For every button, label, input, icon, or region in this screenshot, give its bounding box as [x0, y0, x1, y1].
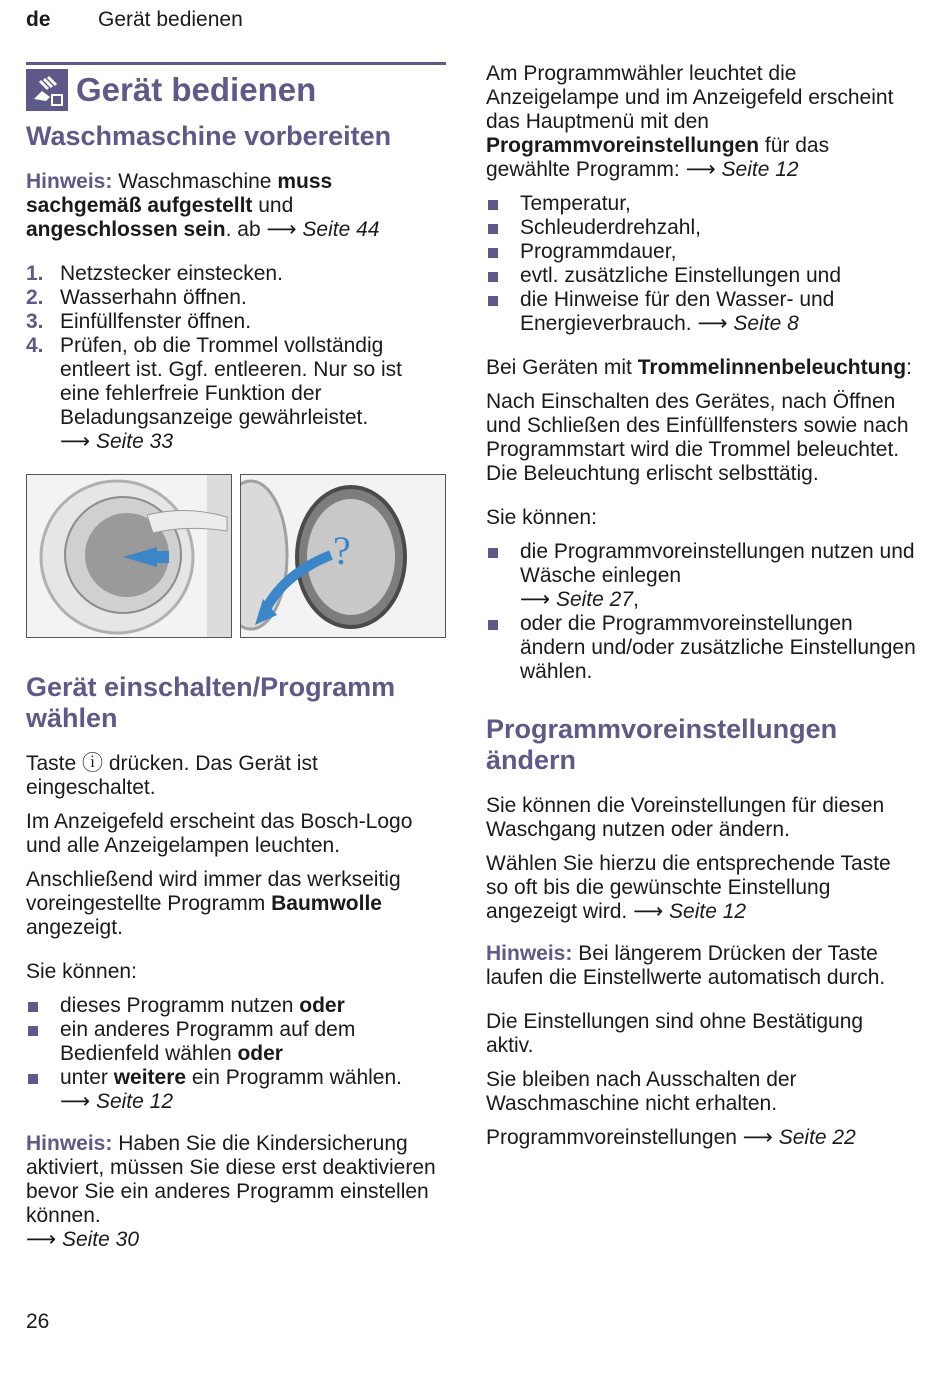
section-heading-switch-on: Gerät einschalten/Programm wählen: [26, 672, 396, 733]
options-list-right: [486, 540, 916, 684]
list-item: die Hinweise für den Wasser- und Energieverbrauch. ⟶ Seite 8: [486, 288, 916, 336]
page-reference: ⟶ Seite 8: [697, 312, 799, 335]
illustrations: [26, 474, 446, 638]
left-column: [26, 62, 446, 1252]
paragraph: Programmvoreinstellungen ⟶ Seite 22: [486, 1126, 856, 1149]
list-item: 2. Wasserhahn öffnen.: [26, 286, 247, 309]
paragraph: Im Anzeigefeld erscheint das Bosch-Logo und alle Anzeigelampen leuchten.: [26, 810, 413, 857]
page-reference: ⟶ Seite 12: [633, 900, 747, 923]
section-heading-prepare: Waschmaschine vorbereiten: [26, 121, 392, 151]
page-header: [26, 8, 243, 32]
list-item: oder die Programmvoreinstellungen ändern und/oder zusätzliche Einstellungen wählen.: [486, 612, 916, 684]
page-number: 26: [26, 1310, 50, 1333]
page-reference: ⟶ Seite 33: [60, 430, 173, 453]
paragraph: Bei Geräten mit Trommelinnenbeleuchtung:: [486, 356, 912, 379]
section-heading-presets: Programmvoreinstellungen ändern: [486, 714, 838, 775]
question-mark: ?: [333, 528, 351, 573]
paragraph: Nach Einschalten des Gerätes, nach Öffnen und Schließen des Einfüllfensters sowie nach Programmstart wird die Trommel beleuchtet. Die Beleuchtung erlischt selbsttätig.: [486, 390, 909, 485]
paragraph: Sie bleiben nach Ausschalten der Waschmaschine nicht erhalten.: [486, 1068, 797, 1115]
paragraph: Wählen Sie hierzu die entsprechende Taste so oft bis die gewünschte Einstellung angezeigt wird. ⟶ Seite 12: [486, 852, 891, 923]
paragraph: Sie können die Voreinstellungen für diesen Waschgang nutzen oder ändern.: [486, 794, 885, 841]
settings-list: [486, 192, 916, 336]
section-breadcrumb: Gerät bedienen: [98, 8, 243, 31]
door-closed-illustration: [240, 474, 446, 638]
paragraph: Sie können:: [26, 960, 137, 983]
paragraph: Taste ⓘ drücken. Das Gerät ist eingeschaltet.: [26, 752, 318, 799]
page-reference: ⟶ Seite 12: [60, 1090, 173, 1113]
list-item: unter weitere ein Programm wählen. ⟶ Seite 12: [26, 1066, 446, 1114]
list-item: Schleuderdrehzahl,: [486, 216, 916, 240]
page-reference: ⟶ Seite 30: [26, 1228, 139, 1251]
hint-prepare: Hinweis: Waschmaschine muss sachgemäß aufgestellt und angeschlossen sein. ab ⟶ Seite 44: [26, 170, 380, 241]
list-item: 3. Einfüllfenster öffnen.: [26, 310, 252, 333]
hint-child-lock: Hinweis: Haben Sie die Kindersicherung aktiviert, müssen Sie diese erst deaktivieren bevor Sie ein anderes Programm einstellen können. ⟶ Seite 30: [26, 1132, 436, 1251]
page-reference: ⟶ Seite 27: [520, 588, 633, 611]
hand-operation-icon: [26, 69, 68, 111]
list-item: die Programmvoreinstellungen nutzen und Wäsche einlegen ⟶ Seite 27,: [486, 540, 916, 612]
chapter-heading: [26, 62, 446, 111]
preparation-steps: [26, 262, 446, 454]
hint-long-press: Hinweis: Bei längerem Drücken der Taste laufen die Einstellwerte automatisch durch.: [486, 942, 886, 989]
open-door-illustration: [26, 474, 232, 638]
paragraph: Anschließend wird immer das werkseitig voreingestellte Programm Baumwolle angezeigt.: [26, 868, 401, 939]
language-code: de: [26, 8, 51, 31]
page-reference: ⟶ Seite 44: [266, 218, 380, 241]
list-item: ein anderes Programm auf dem Bedienfeld wählen oder: [26, 1018, 446, 1066]
options-list: [26, 994, 446, 1114]
list-item: Programmdauer,: [486, 240, 916, 264]
paragraph: Am Programmwähler leuchtet die Anzeigelampe und im Anzeigefeld erscheint das Hauptmenü mit den Programmvoreinstellungen für das gewählte Programm: ⟶ Seite 12: [486, 62, 894, 181]
chapter-title: Gerät bedienen: [76, 71, 317, 108]
page-reference: ⟶ Seite 12: [685, 158, 799, 181]
right-column: [486, 62, 916, 1150]
list-item: evtl. zusätzliche Einstellungen und: [486, 264, 916, 288]
list-item: 4. Prüfen, ob die Trommel vollständig entleert ist. Ggf. entleeren. Nur so ist eine fehlerfreie Funktion der Beladungsanzeige gewährleistet. ⟶ Seite 33: [26, 334, 402, 453]
list-item: dieses Programm nutzen oder: [26, 994, 446, 1018]
page-reference: ⟶ Seite 22: [742, 1126, 856, 1149]
list-item: Temperatur,: [486, 192, 916, 216]
list-item: 1. Netzstecker einstecken.: [26, 262, 283, 285]
paragraph: Die Einstellungen sind ohne Bestätigung aktiv.: [486, 1010, 864, 1057]
paragraph: Sie können:: [486, 506, 597, 529]
